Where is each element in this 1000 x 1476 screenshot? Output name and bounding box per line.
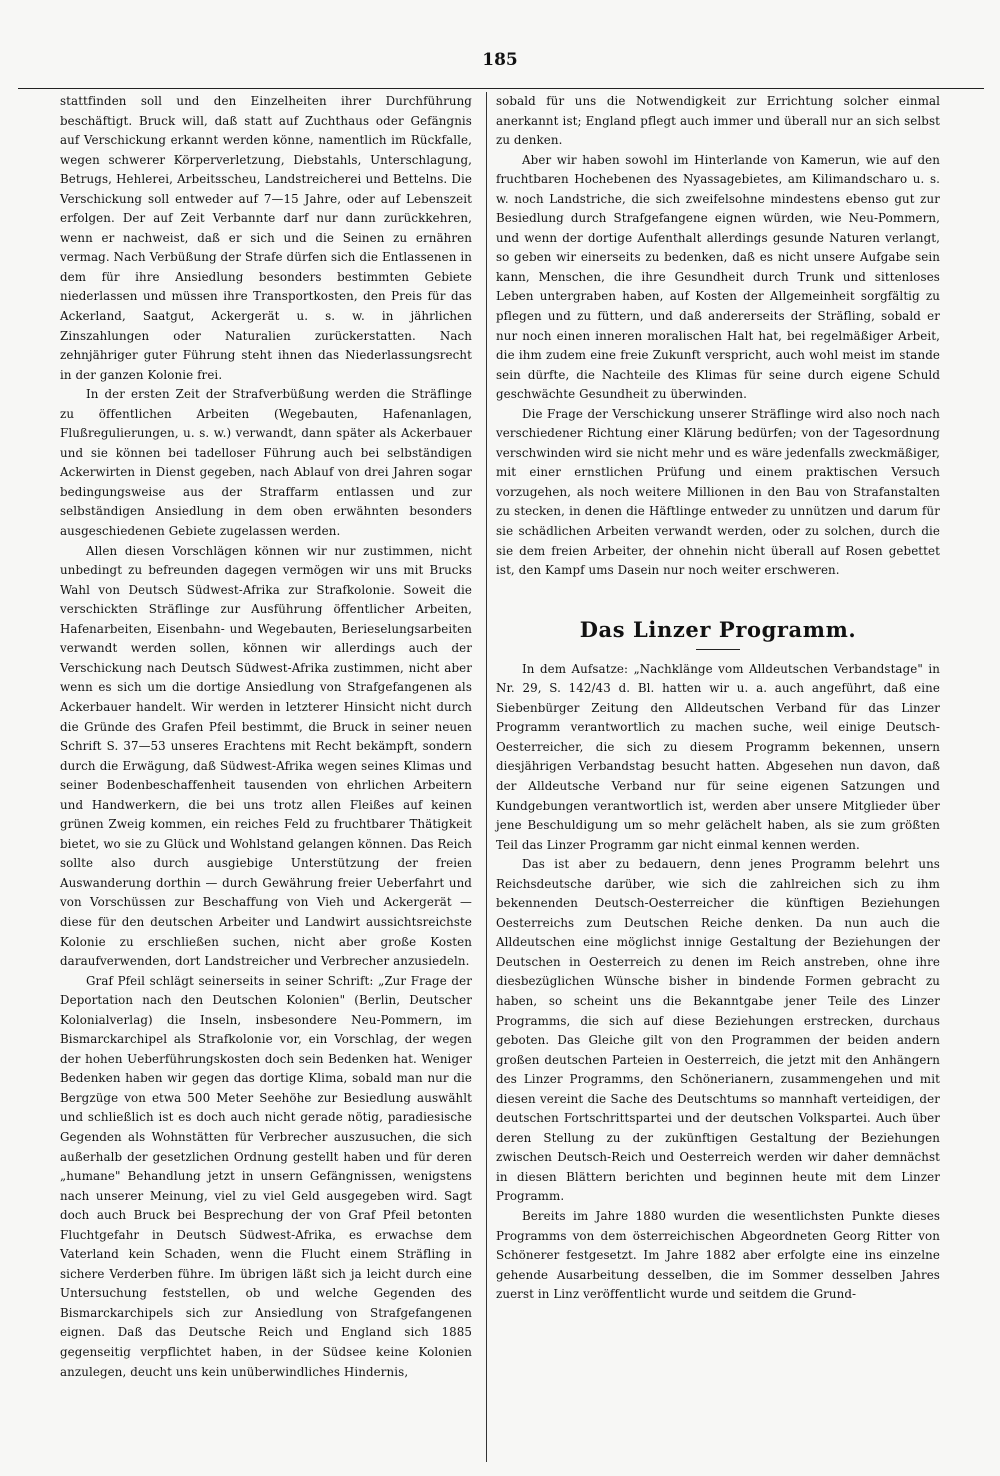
paragraph: Die Frage der Verschickung unserer Sträflinge wird also noch nach verschiedener Richtung einer Klärung bedürfen; von der Tagesordnung verschwinden wird sie nicht mehr und es wäre jedenfalls zweckmäßiger, mit einer ernstlichen Prüfung und einem praktischen Versuch vorzugehen, als noch weitere Millionen in den Bau von Strafanstalten zu stecken, in denen die Häftlinge entweder zu unnützen und darum für sie schädlichen Arbeiten verwandt werden, oder zu solchen, durch die sie dem freien Arbeiter, der ohnehin nicht überall auf Rosen gebettet ist, den Kampf ums Dasein nur noch weiter erschweren. (496, 406, 940, 578)
left-column (60, 92, 472, 1382)
page-number: 185 (482, 50, 518, 70)
paragraph: sobald für uns die Notwendigkeit zur Errichtung solcher einmal anerkannt ist; England pflegt auch immer und überall nur an sich selbst zu denken. (496, 94, 940, 148)
paragraph: Bereits im Jahre 1880 wurden die wesentlichsten Punkte dieses Programms von dem österreichischen Abgeordneten Georg Ritter von Schönerer festgesetzt. Im Jahre 1882 aber erfolgte eine ins einzelne gehende Ausarbeitung desselben, die im Sommer desselben Jahres zuerst in Linz veröffentlicht wurde und seitdem die Grund- (496, 1208, 940, 1302)
paragraph: Das ist aber zu bedauern, denn jenes Programm belehrt uns Reichsdeutsche darüber, wie sich die zahlreichen sich zu ihm bekennenden Deutsch-Oesterreicher die künftigen Beziehungen Oesterreichs zum Deutschen Reiche denken. Da nun auch die Alldeutschen eine möglichst innige Gestaltung der Beziehungen der Deutschen in Oesterreich zu denen im Reich anstreben, ohne ihre diesbezüglichen Wünsche bisher in bindende Formen gebracht zu haben, so scheint uns die Bekanntgabe jener Teile des Linzer Programms, die sich auf diese Beziehungen erstrecken, durchaus geboten. Das Gleiche gilt von den Programmen der beiden andern großen deutschen Parteien in Oesterreich, die jetzt mit den Anhängern des Linzer Programms, den Schönerianern, zusammengehen und mit diesen vereint die Sache des Deutschtums so mannhaft verteidigen, der deutschen Fortschrittspartei und der deutschen Volkspartei. Auch über deren Stellung zu der zukünftigen Gestaltung der Beziehungen zwischen Deutsch-Reich und Oesterreich werden wir daher demnächst in diesen Blättern berichten und beginnen heute mit dem Linzer Programm. (496, 857, 940, 1204)
paragraph: Allen diesen Vorschlägen können wir nur zustimmen, nicht unbedingt zu befreunden dagegen vermögen wir uns mit Brucks Wahl von Deutsch Südwest-Afrika zur Strafkolonie. Soweit die verschickten Sträflinge zur Ausführung öffentlicher Arbeiten, Hafenarbeiten, Eisenbahn- und Wegebauten, Berieselungsarbeiten verwandt werden sollen, können wir allerdings auch der Verschickung nach Deutsch Südwest-Afrika zustimmen, nicht aber wenn es sich um die dortige Ansiedlung von Strafgefangenen als Ackerbauer handelt. Wir werden in letzterer Hinsicht nicht durch die Gründe des Grafen Pfeil bestimmt, die Bruck in seiner neuen Schrift S. 37—53 unseres Erachtens mit Recht bekämpft, sondern durch die Erwägung, daß Südwest-Afrika wegen seines Klimas und seiner Bodenbeschaffenheit tausenden von ehrlichen Arbeitern und Handwerkern, die bei uns trotz allen Fleißes auf keinen grünen Zweig kommen, ein reiches Feld zu fruchtbarer Thätigkeit bietet, wo sie zu Glück und Wohlstand gelangen können. Das Reich sollte also durch ausgiebige Unterstützung der freien Auswanderung dorthin — durch Gewährung freier Ueberfahrt und von Vorschüssen zur Beschaffung von Vieh und Ackergerät — diese für den deutschen Arbeiter und Landwirt aussichtsreichste Kolonie zu erschließen suchen, nicht aber große Kosten daraufverwenden, dort Landstreicher und Verbrecher anzusiedeln. (60, 543, 472, 969)
column-divider (486, 92, 487, 1462)
paragraph: Aber wir haben sowohl im Hinterlande von Kamerun, wie auf den fruchtbaren Hochebenen des Nyassagebietes, am Kilimandscharo u. s. w. noch Landstriche, die sich zweifelsohne mindestens ebenso gut zur Besiedlung durch Strafgefangene eignen würden, wie Neu-Pommern, und wenn der dortige Aufenthalt allerdings gesunde Naturen verlangt, so geben wir einerseits zu bedenken, daß es nicht unsere Aufgabe sein kann, Menschen, die ihre Gesundheit durch Trunk und sittenloses Leben untergraben haben, auf Kosten der Allgemeinheit sorgfältig zu pflegen und zu füttern, und daß andererseits der Sträfling, sobald er nur noch einen inneren moralischen Halt hat, bei regelmäßiger Arbeit, die ihm zudem eine freie Zukunft verspricht, auch wohl meist im stande sein dürfte, die Nachteile des Klimas für seine durch eigene Schuld geschwächte Gesundheit zu überwinden. (496, 152, 940, 402)
paragraph: Graf Pfeil schlägt seinerseits in seiner Schrift: „Zur Frage der Deportation nach den Deutschen Kolonien" (Berlin, Deutscher Kolonialverlag) die Inseln, insbesondere Neu-Pommern, im Bismarckarchipel als Strafkolonie vor, ein Vorschlag, der wegen der hohen Ueberführungskosten doch sein Bedenken hat. Weniger Bedenken haben wir gegen das dortige Klima, sobald man nur die Bergzüge von etwa 500 Meter Seehöhe zur Besiedlung auswählt und schließlich ist es doch auch nicht gerade nötig, paradiesische Gegenden als Wohnstätten für Verbrecher auszusuchen, die sich außerhalb der gesetzlichen Ordnung gestellt haben und für deren „humane" Behandlung jetzt in unsern Gefängnissen, wenigstens nach unserer Meinung, viel zu viel Geld ausgegeben wird. Sagt doch auch Bruck bei Besprechung der von Graf Pfeil betonten Fluchtgefahr in Deutsch Südwest-Afrika, es erwachse dem Vaterland kein Schaden, wenn die Flucht einem Sträfling in sichere Verderben führe. Im übrigen läßt sich ja leicht durch eine Untersuchung feststellen, ob und welche Gegenden des Bismarckarchipels sich zur Ansiedlung von Strafgefangenen eignen. Daß das Deutsche Reich und England sich 1885 gegenseitig verpflichtet haben, in der Südsee keine Kolonien anzulegen, deucht uns kein unüberwindliches Hindernis, (60, 973, 472, 1379)
right-column (496, 92, 940, 1305)
heading-rule (696, 649, 740, 650)
paragraph: stattfinden soll und den Einzelheiten ihrer Durchführung beschäftigt. Bruck will, daß statt auf Zuchthaus oder Gefängnis auf Verschickung erkannt werden könne, namentlich im Rückfalle, wegen schwerer Körperverletzung, Diebstahls, Unterschlagung, Betrugs, Hehlerei, Arbeitsscheu, Landstreicherei und Bettelns. Die Verschickung soll entweder auf 7—15 Jahre, oder auf Lebenszeit erfolgen. Der auf Zeit Verbannte darf nur dann zurückkehren, wenn er nachweist, daß er sich und die Seinen zu ernähren vermag. Nach Verbüßung der Strafe dürfen sich die Entlassenen in dem für ihre Ansiedlung besonders bestimmten Gebiete niederlassen und müssen ihre Transportkosten, den Preis für das Ackerland, Saatgut, Ackergerät u. s. w. in jährlichen Zinszahlungen oder Naturalien zurückerstatten. Nach zehnjähriger guter Führung steht ihnen das Niederlassungsrecht in der ganzen Kolonie frei. (60, 94, 472, 382)
header-rule (18, 88, 984, 89)
article-heading: Das Linzer Programm. (579, 616, 857, 642)
paragraph: In dem Aufsatze: „Nachklänge vom Alldeutschen Verbandstage" in Nr. 29, S. 142/43 d. Bl. hatten wir u. a. auch angeführt, daß eine Siebenbürger Zeitung den Alldeutschen Verband für das Linzer Programm verantwortlich zu machen suche, weil einige Deutsch-Oesterreicher, die sich zu diesem Programm bekennen, unsern diesjährigen Verbandstag besucht hatten. Abgesehen nun davon, daß der Alldeutsche Verband nur für seine eigenen Satzungen und Kundgebungen verantwortlich ist, werden aber unsere Mitglieder über jene Beschuldigung um so mehr gelächelt haben, als sie zum größten Teil das Linzer Programm gar nicht einmal kennen werden. (496, 661, 940, 852)
paragraph: In der ersten Zeit der Strafverbüßung werden die Sträflinge zu öffentlichen Arbeiten (Wegebauten, Hafenanlagen, Flußregulierungen, u. s. w.) verwandt, dann später als Ackerbauer und sie können bei tadelloser Führung auch bei selbständigen Ackerwirten in Dienst gegeben, nach Ablauf von drei Jahren sogar bedingungsweise aus der Straffarm entlassen und zur selbständigen Ansiedlung in dem oben erwähnten besonders ausgeschiedenen Gebiete zugelassen werden. (60, 387, 472, 539)
